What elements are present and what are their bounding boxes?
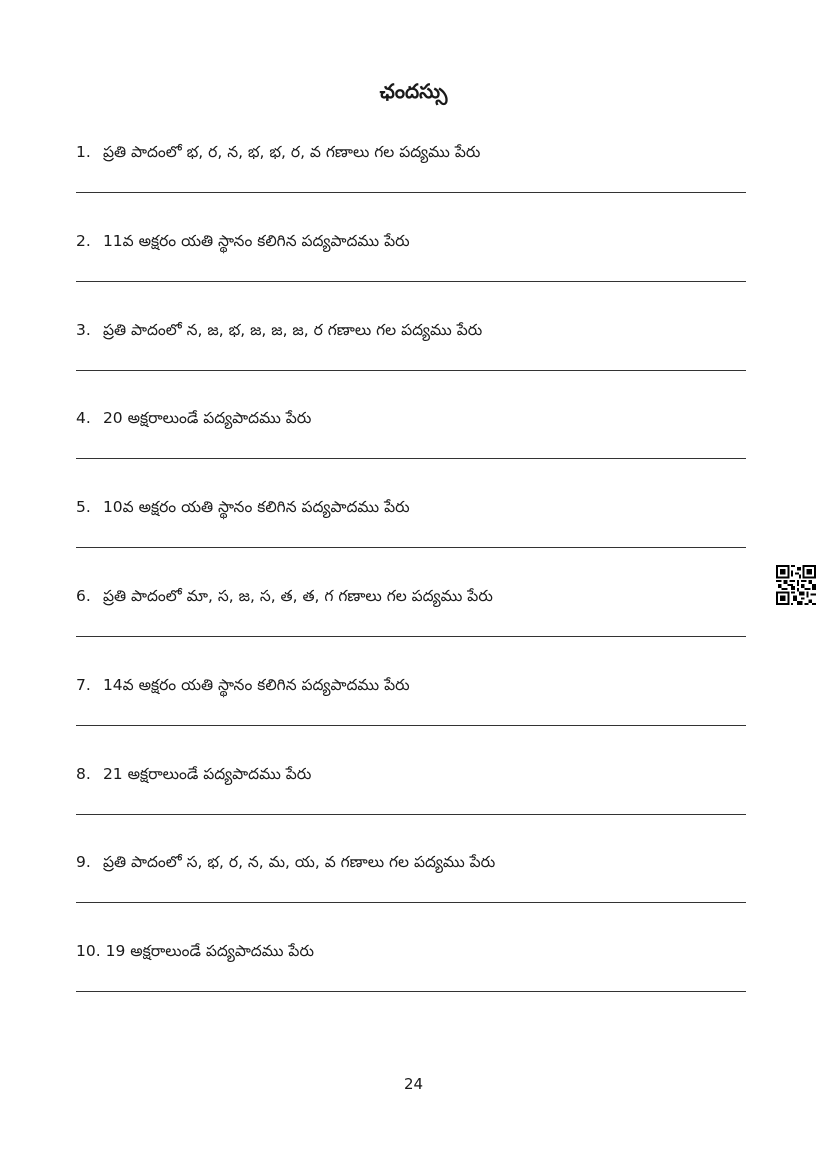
question-number: 2. <box>76 232 91 250</box>
answer-line[interactable] <box>76 192 746 193</box>
question-1 <box>76 140 746 229</box>
answer-line[interactable] <box>76 636 746 637</box>
question-text: ప్రతి పాదంలో మా, స, జ, స, త, త, గ గణాలు గల పద్యము పేరు <box>102 587 493 605</box>
question-number: 1. <box>76 143 91 161</box>
question-text: ప్రతి పాదంలో న, జ, భ, జ, జ, జ, ర గణాలు గల పద్యము పేరు <box>102 321 483 339</box>
question-number: 7. <box>76 676 91 694</box>
question-number: 4. <box>76 409 91 427</box>
question-text: 19 అక్షరాలుండే పద్యపాదము పేరు <box>105 942 315 960</box>
answer-line[interactable] <box>76 902 746 903</box>
question-3 <box>76 318 746 407</box>
question-number: 6. <box>76 587 91 605</box>
question-text: 10వ అక్షరం యతి స్థానం కలిగిన పద్యపాదము పేరు <box>102 498 410 516</box>
answer-line[interactable] <box>76 458 746 459</box>
question-text: 11వ అక్షరం యతి స్థానం కలిగిన పద్యపాదము పేరు <box>102 232 410 250</box>
question-text: 21 అక్షరాలుండే పద్యపాదము పేరు <box>102 765 312 783</box>
question-text: 14వ అక్షరం యతి స్థానం కలిగిన పద్యపాదము పేరు <box>102 676 410 694</box>
answer-line[interactable] <box>76 814 746 815</box>
answer-line[interactable] <box>76 281 746 282</box>
question-5 <box>76 495 746 584</box>
question-7 <box>76 673 746 762</box>
question-2 <box>76 229 746 318</box>
question-number: 5. <box>76 498 91 516</box>
question-text: ప్రతి పాదంలో భ, ర, న, భ, భ, ర, వ గణాలు గల పద్యము పేరు <box>102 143 481 161</box>
question-9 <box>76 850 746 939</box>
question-number: 8. <box>76 765 91 783</box>
question-number: 10. <box>76 942 101 960</box>
answer-line[interactable] <box>76 991 746 992</box>
question-8 <box>76 762 746 851</box>
question-10 <box>76 939 746 1028</box>
qr-code-icon[interactable] <box>776 565 816 605</box>
answer-line[interactable] <box>76 725 746 726</box>
question-text: 20 అక్షరాలుండే పద్యపాదము పేరు <box>102 409 312 427</box>
question-4 <box>76 406 746 495</box>
page-title: ఛందస్సు <box>379 79 448 103</box>
answer-line[interactable] <box>76 547 746 548</box>
question-number: 9. <box>76 853 91 871</box>
question-6 <box>76 584 746 673</box>
page-number: 24 <box>403 1075 424 1093</box>
question-number: 3. <box>76 321 91 339</box>
answer-line[interactable] <box>76 370 746 371</box>
question-text: ప్రతి పాదంలో స, భ, ర, న, మ, య, వ గణాలు గల పద్యము పేరు <box>102 853 496 871</box>
